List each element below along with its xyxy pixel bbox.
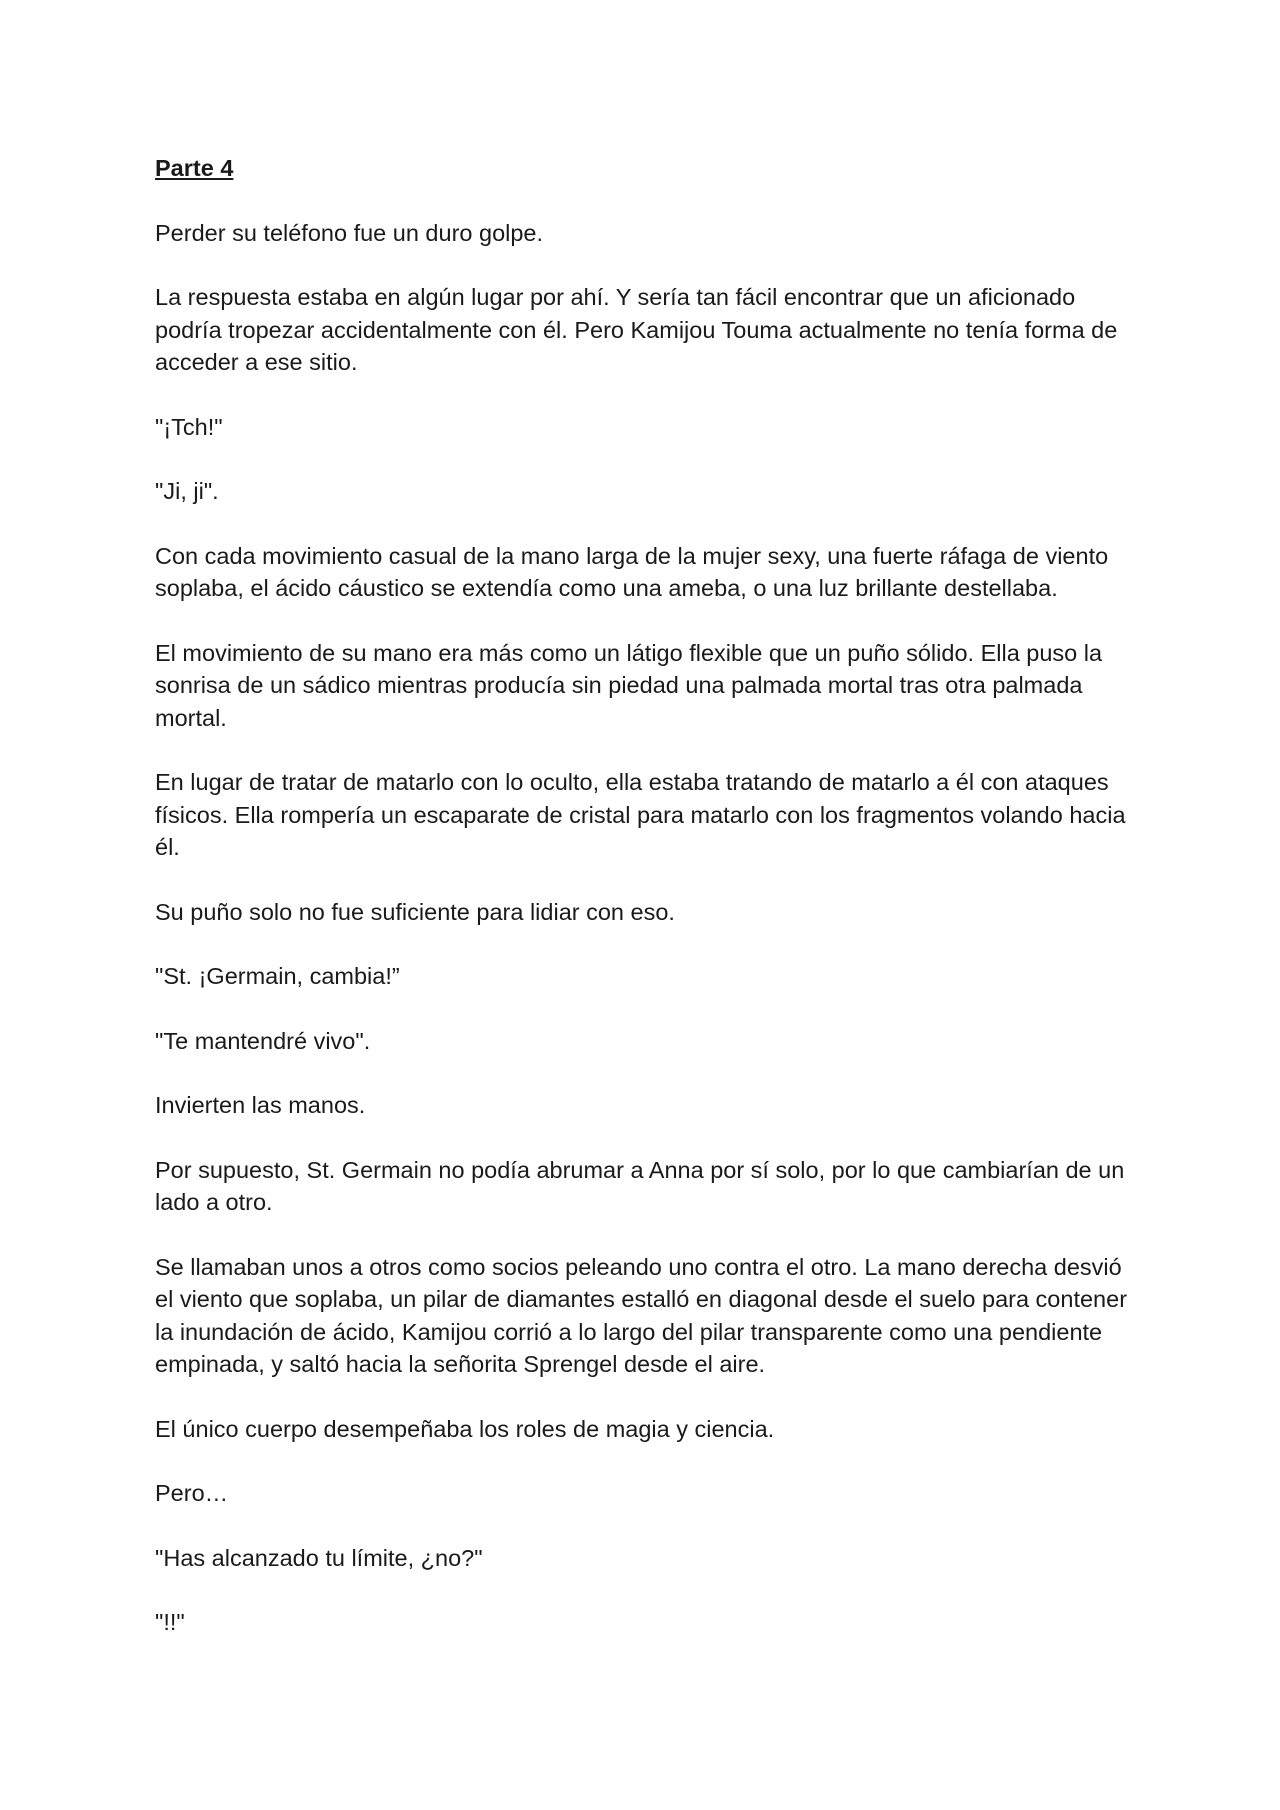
section-heading: Parte 4 <box>155 155 234 181</box>
paragraph-7: En lugar de tratar de matarlo con lo oculto, ella estaba tratando de matarlo a él con ataques físicos. Ella rompería un escaparate de cristal para matarlo con los fragmentos volando hacia él. <box>155 769 1126 860</box>
paragraph-4: "Ji, ji". <box>155 478 219 504</box>
paragraph-5: Con cada movimiento casual de la mano larga de la mujer sexy, una fuerte ráfaga de viento soplaba, el ácido cáustico se extendía como una ameba, o una luz brillante destellaba. <box>155 542 1109 601</box>
paragraph-17: "!!" <box>155 1609 185 1635</box>
paragraph-1: Perder su teléfono fue un duro golpe. <box>155 219 544 246</box>
paragraph-6: El movimiento de su mano era más como un látigo flexible que un puño sólido. Ella puso la sonrisa de un sádico mientras producía sin piedad una palmada mortal tras otra palmada mortal. <box>155 639 1103 731</box>
paragraph-13: Se llamaban unos a otros como socios peleando uno contra el otro. La mano derecha desvió el viento que soplaba, un pilar de diamantes estalló en diagonal desde el suelo para contener la inundación de ácido, Kamijou corrió a lo largo del pilar transparente como una pendiente empinada, y saltó hacia la señorita Sprengel desde el aire. <box>155 1253 1128 1377</box>
document-body <box>155 152 1135 1671</box>
paragraph-16: "Has alcanzado tu límite, ¿no?" <box>155 1544 483 1571</box>
paragraph-2: La respuesta estaba en algún lugar por ahí. Y sería tan fácil encontrar que un aficionado podría tropezar accidentalmente con él. Pero Kamijou Touma actualmente no tenía forma de acceder a ese sitio. <box>155 284 1118 375</box>
paragraph-3: "¡Tch!" <box>155 413 223 440</box>
paragraph-11: Invierten las manos. <box>155 1092 366 1118</box>
paragraph-9: "St. ¡Germain, cambia!” <box>155 963 400 989</box>
paragraph-8: Su puño solo no fue suficiente para lidiar con eso. <box>155 898 675 925</box>
paragraph-15: Pero… <box>155 1480 229 1506</box>
paragraph-12: Por supuesto, St. Germain no podía abrumar a Anna por sí solo, por lo que cambiarían de un lado a otro. <box>155 1156 1125 1215</box>
paragraph-10: "Te mantendré vivo". <box>155 1027 371 1054</box>
paragraph-14: El único cuerpo desempeñaba los roles de magia y ciencia. <box>155 1415 775 1442</box>
